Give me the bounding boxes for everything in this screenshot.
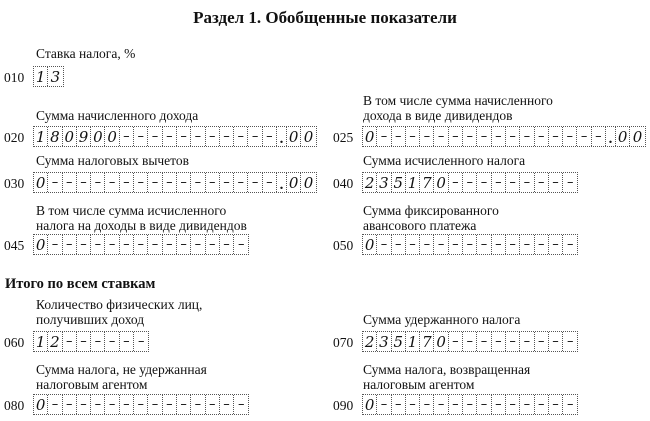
field-050-cell[interactable]: –: [506, 235, 520, 254]
field-090-code: 090: [333, 398, 354, 413]
field-030-cell[interactable]: –: [77, 173, 91, 192]
field-080-cell[interactable]: 0: [34, 395, 48, 414]
field-080-input[interactable]: [33, 394, 249, 415]
field-090-cell[interactable]: –: [535, 395, 549, 414]
field-020-cell[interactable]: –: [148, 127, 162, 146]
field-020-cell[interactable]: –: [234, 127, 248, 146]
field-070-cell[interactable]: –: [463, 332, 477, 351]
field-090-cell[interactable]: –: [406, 395, 420, 414]
field-090-input[interactable]: [362, 394, 578, 415]
field-050-cell[interactable]: –: [535, 235, 549, 254]
field-025-cell[interactable]: –: [535, 127, 549, 146]
field-040-cell[interactable]: –: [449, 173, 463, 192]
field-090-cell[interactable]: –: [463, 395, 477, 414]
field-080-cell[interactable]: –: [63, 395, 77, 414]
field-070-code: 070: [333, 335, 354, 350]
field-040-code: 040: [333, 176, 354, 191]
field-050-code: 050: [333, 238, 354, 253]
decimal-point: .: [277, 173, 287, 192]
field-060-cell[interactable]: –: [63, 332, 77, 351]
field-045-cell[interactable]: –: [77, 235, 91, 254]
decimal-point: .: [606, 127, 616, 146]
field-045-cell[interactable]: –: [238, 237, 245, 252]
field-030-cell[interactable]: 0: [287, 173, 301, 192]
field-060-input[interactable]: [33, 331, 149, 352]
field-060-cell[interactable]: –: [91, 332, 105, 351]
field-025-cell[interactable]: –: [434, 127, 448, 146]
field-020-cell[interactable]: –: [163, 127, 177, 146]
field-040-cell[interactable]: –: [520, 173, 534, 192]
field-030-cell[interactable]: –: [48, 173, 62, 192]
field-060-cell[interactable]: 1: [34, 332, 48, 351]
field-025-cell[interactable]: –: [563, 127, 577, 146]
field-070-cell[interactable]: –: [506, 332, 520, 351]
field-090-label: Сумма налога, возвращенная налоговым агентом: [363, 362, 531, 392]
field-020-cell[interactable]: –: [206, 127, 220, 146]
field-025-cell[interactable]: 0: [363, 127, 377, 146]
field-070-cell[interactable]: 7: [420, 332, 434, 351]
field-045-input[interactable]: [33, 234, 249, 255]
field-030-cell[interactable]: –: [163, 173, 177, 192]
field-050-cell[interactable]: –: [567, 237, 574, 252]
field-020-cell[interactable]: –: [120, 127, 134, 146]
field-080-cell[interactable]: –: [148, 395, 162, 414]
field-040-input[interactable]: [362, 172, 578, 193]
field-050-cell[interactable]: –: [434, 235, 448, 254]
field-080-cell[interactable]: –: [120, 395, 134, 414]
field-010-label: Ставка налога, %: [36, 46, 136, 61]
field-020-cell[interactable]: 0: [303, 127, 314, 146]
field-030-cell[interactable]: 0: [303, 173, 314, 192]
field-080-cell[interactable]: –: [163, 395, 177, 414]
field-025-cell[interactable]: –: [577, 127, 591, 146]
field-030-cell[interactable]: –: [63, 173, 77, 192]
field-070-label: Сумма удержанного налога: [363, 312, 521, 327]
field-080-cell[interactable]: –: [238, 397, 245, 412]
field-030-cell[interactable]: –: [191, 173, 205, 192]
field-025-code: 025: [333, 130, 354, 145]
totals-subtitle: Итого по всем ставкам: [5, 276, 156, 292]
field-070-cell[interactable]: 1: [406, 332, 420, 351]
field-020-cell[interactable]: –: [220, 127, 234, 146]
field-025-cell[interactable]: 0: [632, 127, 643, 146]
field-045-code: 045: [4, 238, 25, 253]
field-045-cell[interactable]: –: [220, 235, 234, 254]
field-030-cell[interactable]: 0: [34, 173, 48, 192]
field-070-input[interactable]: [362, 331, 578, 352]
field-040-cell[interactable]: 3: [377, 173, 391, 192]
field-070-cell[interactable]: –: [449, 332, 463, 351]
field-045-cell[interactable]: –: [163, 235, 177, 254]
field-030-cell[interactable]: –: [234, 173, 248, 192]
field-090-cell[interactable]: –: [506, 395, 520, 414]
field-050-cell[interactable]: –: [549, 235, 563, 254]
field-025-cell[interactable]: –: [406, 127, 420, 146]
field-060-label: Количество физических лиц, получивших доход: [36, 297, 203, 327]
field-090-cell[interactable]: –: [492, 395, 506, 414]
section-title: Раздел 1. Обобщенные показатели: [193, 8, 457, 27]
field-080-cell[interactable]: –: [48, 395, 62, 414]
field-025-cell[interactable]: –: [492, 127, 506, 146]
field-045-cell[interactable]: 0: [34, 235, 48, 254]
field-020-cell[interactable]: 0: [287, 127, 301, 146]
field-025-cell[interactable]: –: [506, 127, 520, 146]
decimal-point: .: [277, 127, 287, 146]
field-040-cell[interactable]: 0: [434, 173, 448, 192]
field-050-cell[interactable]: –: [492, 235, 506, 254]
field-045-cell[interactable]: –: [134, 235, 148, 254]
field-025-cell[interactable]: –: [377, 127, 391, 146]
field-025-cell[interactable]: –: [449, 127, 463, 146]
field-080-cell[interactable]: –: [220, 395, 234, 414]
field-025-input[interactable]: [362, 126, 646, 147]
field-040-cell[interactable]: –: [463, 173, 477, 192]
field-050-cell[interactable]: –: [406, 235, 420, 254]
field-080-cell[interactable]: –: [191, 395, 205, 414]
field-020-cell[interactable]: –: [134, 127, 148, 146]
field-020-cell[interactable]: –: [177, 127, 191, 146]
field-045-cell[interactable]: –: [91, 235, 105, 254]
field-040-cell[interactable]: –: [567, 175, 574, 190]
field-050-label: Сумма фиксированного авансового платежа: [363, 203, 499, 233]
field-090-cell[interactable]: –: [449, 395, 463, 414]
field-045-label: В том числе сумма исчисленного налога на доходы в виде дивидендов: [36, 203, 247, 233]
field-030-cell[interactable]: –: [105, 173, 119, 192]
field-030-cell[interactable]: –: [248, 173, 262, 192]
field-080-cell[interactable]: –: [105, 395, 119, 414]
field-050-cell[interactable]: –: [449, 235, 463, 254]
field-030-label: Сумма налоговых вычетов: [36, 153, 190, 168]
field-040-cell[interactable]: –: [492, 173, 506, 192]
field-040-cell[interactable]: 5: [392, 173, 406, 192]
field-090-cell[interactable]: –: [520, 395, 534, 414]
field-070-cell[interactable]: –: [477, 332, 491, 351]
field-060-cell[interactable]: –: [120, 332, 134, 351]
field-045-cell[interactable]: –: [206, 235, 220, 254]
field-010-cell[interactable]: 3: [50, 67, 61, 86]
field-010-input[interactable]: [33, 66, 64, 87]
field-045-cell[interactable]: –: [63, 235, 77, 254]
field-040-cell[interactable]: 1: [406, 173, 420, 192]
field-030-cell[interactable]: –: [134, 173, 148, 192]
field-060-code: 060: [4, 335, 25, 350]
field-025-label: В том числе сумма начисленного дохода в виде дивидендов: [363, 93, 553, 123]
field-070-cell[interactable]: 5: [392, 332, 406, 351]
field-070-cell[interactable]: –: [492, 332, 506, 351]
field-030-cell[interactable]: –: [177, 173, 191, 192]
field-090-cell[interactable]: –: [392, 395, 406, 414]
field-060-cell[interactable]: –: [105, 332, 119, 351]
field-030-cell[interactable]: –: [263, 173, 277, 192]
field-040-cell[interactable]: –: [535, 173, 549, 192]
field-080-label: Сумма налога, не удержанная налоговым агентом: [36, 362, 207, 392]
field-090-cell[interactable]: –: [477, 395, 491, 414]
field-050-cell[interactable]: –: [477, 235, 491, 254]
field-070-cell[interactable]: 0: [434, 332, 448, 351]
field-025-cell[interactable]: –: [420, 127, 434, 146]
field-030-cell[interactable]: –: [148, 173, 162, 192]
field-050-cell[interactable]: –: [377, 235, 391, 254]
field-025-cell[interactable]: –: [520, 127, 534, 146]
field-030-cell[interactable]: –: [91, 173, 105, 192]
field-080-cell[interactable]: –: [91, 395, 105, 414]
field-040-cell[interactable]: 2: [363, 173, 377, 192]
field-050-cell[interactable]: –: [463, 235, 477, 254]
field-090-cell[interactable]: –: [377, 395, 391, 414]
field-010-code: 010: [4, 70, 25, 85]
field-020-cell[interactable]: –: [248, 127, 262, 146]
field-070-cell[interactable]: –: [567, 334, 574, 349]
field-030-cell[interactable]: –: [120, 173, 134, 192]
field-030-input[interactable]: [33, 172, 317, 193]
field-090-cell[interactable]: 0: [363, 395, 377, 414]
field-080-cell[interactable]: –: [206, 395, 220, 414]
field-020-label: Сумма начисленного дохода: [36, 108, 199, 123]
field-045-cell[interactable]: –: [120, 235, 134, 254]
field-080-cell[interactable]: –: [77, 395, 91, 414]
field-020-code: 020: [4, 130, 25, 145]
field-050-cell[interactable]: 0: [363, 235, 377, 254]
field-050-cell[interactable]: –: [420, 235, 434, 254]
field-020-cell[interactable]: 0: [63, 127, 77, 146]
field-045-cell[interactable]: –: [48, 235, 62, 254]
field-080-cell[interactable]: –: [134, 395, 148, 414]
field-040-label: Сумма исчисленного налога: [363, 153, 526, 168]
field-050-input[interactable]: [362, 234, 578, 255]
field-070-cell[interactable]: 2: [363, 332, 377, 351]
field-025-cell[interactable]: –: [463, 127, 477, 146]
field-045-cell[interactable]: –: [105, 235, 119, 254]
field-040-cell[interactable]: –: [549, 173, 563, 192]
field-045-cell[interactable]: –: [148, 235, 162, 254]
field-060-cell[interactable]: –: [77, 332, 91, 351]
field-020-cell[interactable]: 8: [48, 127, 62, 146]
field-070-cell[interactable]: 3: [377, 332, 391, 351]
field-030-code: 030: [4, 176, 25, 191]
field-025-cell[interactable]: –: [392, 127, 406, 146]
field-020-input[interactable]: [33, 126, 317, 147]
field-030-cell[interactable]: –: [206, 173, 220, 192]
field-090-cell[interactable]: –: [420, 395, 434, 414]
field-090-cell[interactable]: –: [434, 395, 448, 414]
field-010-cell[interactable]: 1: [34, 67, 48, 86]
field-045-cell[interactable]: –: [177, 235, 191, 254]
field-060-cell[interactable]: 2: [48, 332, 62, 351]
field-040-cell[interactable]: 7: [420, 173, 434, 192]
field-030-cell[interactable]: –: [220, 173, 234, 192]
field-040-cell[interactable]: –: [477, 173, 491, 192]
field-020-cell[interactable]: –: [191, 127, 205, 146]
field-050-cell[interactable]: –: [520, 235, 534, 254]
field-020-cell[interactable]: 0: [91, 127, 105, 146]
field-045-cell[interactable]: –: [191, 235, 205, 254]
field-025-cell[interactable]: –: [592, 127, 606, 146]
field-050-cell[interactable]: –: [392, 235, 406, 254]
field-070-cell[interactable]: –: [549, 332, 563, 351]
field-020-cell[interactable]: 1: [34, 127, 48, 146]
field-080-cell[interactable]: –: [177, 395, 191, 414]
field-025-cell[interactable]: –: [549, 127, 563, 146]
field-020-cell[interactable]: 0: [105, 127, 119, 146]
field-070-cell[interactable]: –: [520, 332, 534, 351]
field-025-cell[interactable]: 0: [616, 127, 630, 146]
field-060-cell[interactable]: –: [137, 334, 145, 349]
field-040-cell[interactable]: –: [506, 173, 520, 192]
field-020-cell[interactable]: –: [263, 127, 277, 146]
field-080-code: 080: [4, 398, 25, 413]
field-090-cell[interactable]: –: [567, 397, 574, 412]
field-070-cell[interactable]: –: [535, 332, 549, 351]
field-025-cell[interactable]: –: [477, 127, 491, 146]
field-090-cell[interactable]: –: [549, 395, 563, 414]
field-020-cell[interactable]: 9: [77, 127, 91, 146]
